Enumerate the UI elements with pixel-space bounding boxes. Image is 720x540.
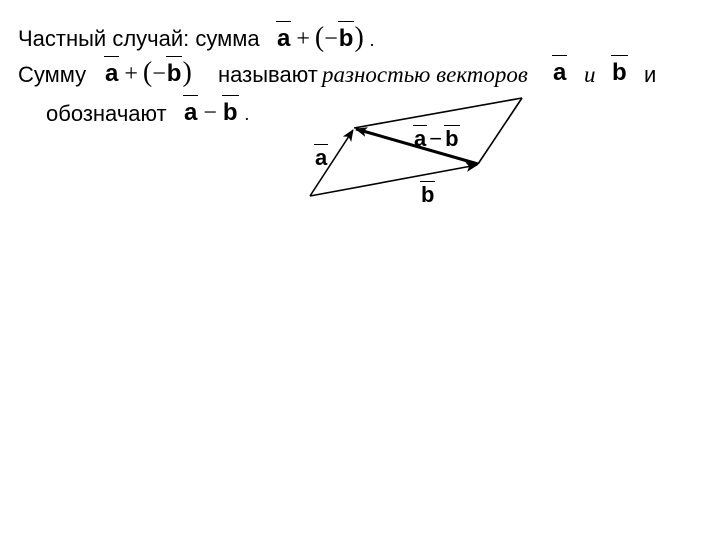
line2-conj-end: и xyxy=(644,62,657,87)
period: . xyxy=(244,104,250,124)
plus-sign: + xyxy=(124,61,138,87)
parallelogram-top-edge xyxy=(354,98,522,128)
vector-b-arrow xyxy=(310,165,477,196)
minus-sign: − xyxy=(203,100,217,126)
vector-b: b xyxy=(222,99,238,126)
line2-italic-phrase: разностью векторов xyxy=(322,62,528,87)
line3-text: обозначают xyxy=(46,101,167,126)
diagram-label-a-minus-b: a − b xyxy=(414,126,459,151)
diagram-label-a: a xyxy=(315,145,328,170)
vector-b: b xyxy=(612,59,627,86)
parallelogram-right-edge xyxy=(478,98,522,164)
vector-a: a xyxy=(105,60,119,87)
close-paren: ) xyxy=(182,57,192,88)
line2-text-start: Сумму xyxy=(18,62,87,87)
plus-sign: + xyxy=(296,26,310,52)
period: . xyxy=(369,30,375,50)
close-paren: ) xyxy=(354,22,364,53)
open-paren: ( xyxy=(142,57,153,88)
line1-text: Частный случай: сумма xyxy=(18,26,260,51)
vector-a: a xyxy=(277,25,291,52)
vector-a: a xyxy=(553,59,567,86)
vector-b: b xyxy=(338,25,354,52)
open-paren: ( xyxy=(314,22,325,53)
line2-conj-italic: и xyxy=(584,62,596,87)
diagram-label-b: b xyxy=(421,182,435,207)
vector-b: b xyxy=(166,60,182,87)
minus-sign: − xyxy=(152,61,166,87)
vector-a: a xyxy=(184,99,198,126)
minus-sign: − xyxy=(324,26,338,52)
line2-text-mid: называют xyxy=(218,62,318,87)
